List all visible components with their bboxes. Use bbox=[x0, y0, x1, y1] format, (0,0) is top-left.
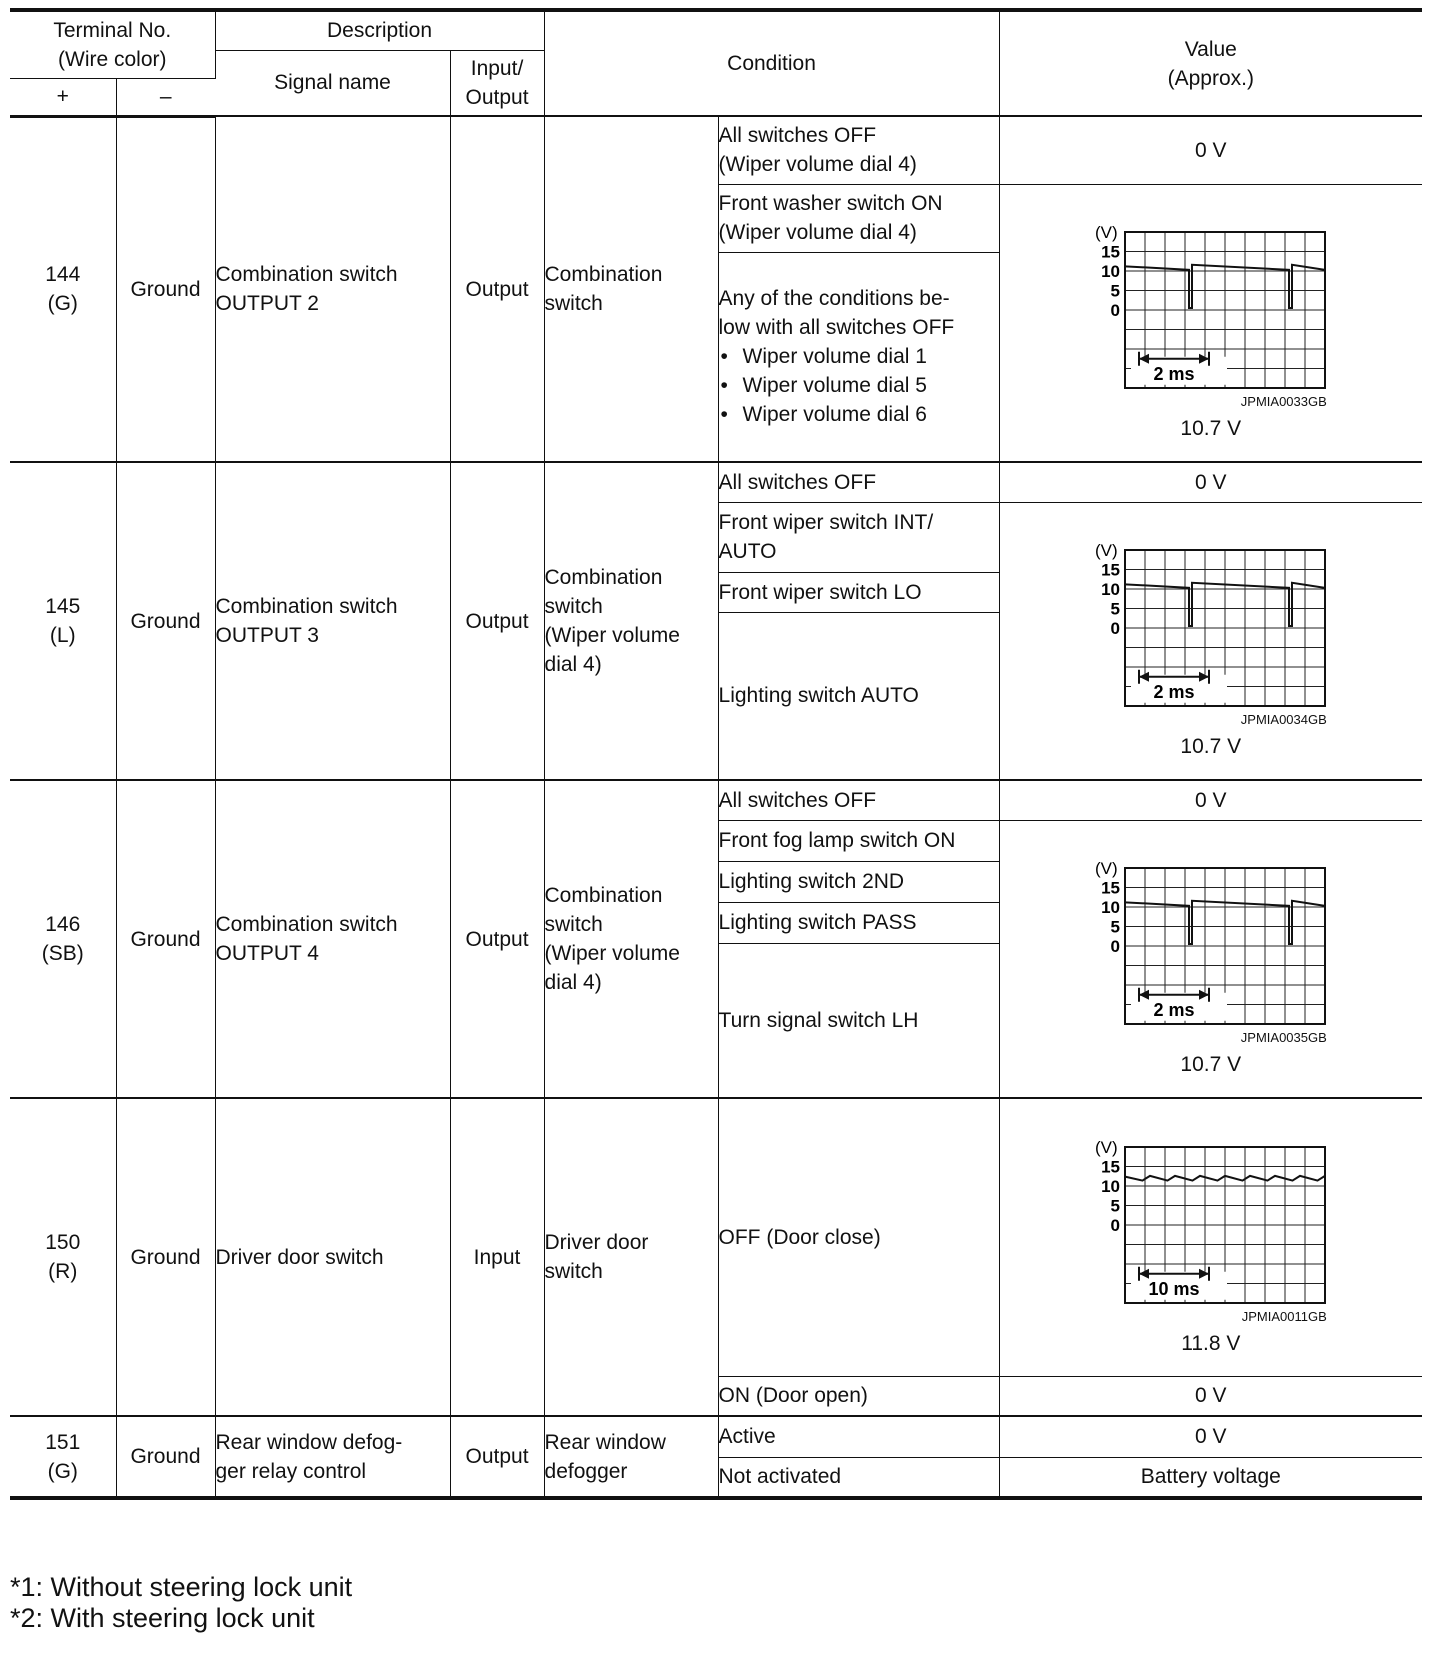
waveform-value-cell bbox=[999, 502, 1422, 780]
waveform-value-cell bbox=[999, 1098, 1422, 1376]
header-io-line2: Output bbox=[465, 85, 529, 109]
condition-cell: ON (Door open) bbox=[718, 1376, 999, 1416]
header-value bbox=[999, 10, 1422, 116]
condition-cell: Front wiper switch LO bbox=[718, 572, 999, 612]
axis-tick-label: 15 bbox=[1100, 560, 1120, 580]
signal-line: ger relay control bbox=[215, 1459, 367, 1483]
axis-tick-label: 15 bbox=[1100, 1157, 1120, 1177]
waveform-chart bbox=[1061, 520, 1361, 708]
signal-name-cell bbox=[215, 780, 450, 1098]
axis-tick-label: 10 bbox=[1100, 580, 1120, 600]
signal-name-cell bbox=[215, 1098, 450, 1416]
condition-bullet: • Wiper volume dial 1 bbox=[719, 342, 999, 371]
system-cell bbox=[544, 116, 718, 462]
terminal-spec-table bbox=[10, 8, 1422, 1500]
system-line: Combination bbox=[544, 884, 663, 907]
waveform-value-cell bbox=[999, 184, 1422, 462]
header-io bbox=[450, 50, 544, 116]
value-cell: 0 V bbox=[999, 780, 1422, 820]
terminal-number: 145 bbox=[45, 595, 81, 618]
signal-line: Driver door switch bbox=[215, 1245, 384, 1269]
terminal-144 bbox=[10, 116, 116, 462]
wire-color: (G) bbox=[47, 292, 78, 316]
terminal-number: 146 bbox=[45, 913, 81, 936]
condition-line: (Wiper volume dial 4) bbox=[718, 153, 917, 177]
axis-tick-label: 10 bbox=[1100, 898, 1120, 918]
axis-unit-label: (V) bbox=[1094, 859, 1118, 879]
value-cell: 0 V bbox=[999, 462, 1422, 502]
terminal-number: 150 bbox=[45, 1231, 81, 1254]
axis-tick-label: 0 bbox=[1110, 619, 1120, 639]
condition-line: All switches OFF bbox=[718, 124, 877, 148]
condition-cell: Active bbox=[718, 1416, 999, 1457]
system-line: switch bbox=[544, 595, 603, 618]
figure-code: JPMIA0035GB bbox=[1240, 1030, 1327, 1046]
io-cell: Output bbox=[450, 462, 544, 780]
header-value-line1: Value bbox=[1184, 37, 1237, 61]
value-cell: 0 V bbox=[999, 1376, 1422, 1416]
waveform-chart bbox=[1061, 202, 1361, 390]
wire-color: (L) bbox=[49, 624, 76, 647]
system-line: dial 4) bbox=[544, 971, 602, 994]
waveform-voltage: 11.8 V bbox=[1181, 1331, 1241, 1355]
condition-cell: Lighting switch AUTO bbox=[718, 612, 999, 780]
condition-cell bbox=[718, 252, 999, 462]
condition-line: AUTO bbox=[718, 540, 777, 563]
system-line: dial 4) bbox=[544, 653, 602, 676]
signal-line: Combination switch bbox=[215, 595, 398, 618]
waveform-chart bbox=[1061, 1117, 1361, 1305]
system-line: switch bbox=[544, 292, 603, 315]
axis-tick-label: 0 bbox=[1110, 937, 1120, 957]
time-scale-label: 2 ms bbox=[1153, 682, 1195, 702]
terminal-145 bbox=[10, 462, 116, 780]
system-line: Combination bbox=[544, 566, 663, 589]
condition-bullet: • Wiper volume dial 6 bbox=[719, 400, 999, 429]
terminal-150 bbox=[10, 1098, 116, 1416]
ground-cell: Ground bbox=[116, 1098, 215, 1416]
signal-line: Rear window defog- bbox=[215, 1430, 403, 1454]
waveform-voltage: 10.7 V bbox=[1180, 417, 1242, 441]
io-cell: Output bbox=[450, 780, 544, 1098]
terminal-number: 151 bbox=[45, 1430, 81, 1454]
time-scale-label: 10 ms bbox=[1148, 1278, 1200, 1299]
header-value-line2: (Approx.) bbox=[1167, 66, 1254, 90]
waveform-value-cell bbox=[999, 820, 1422, 1098]
terminal-number: 144 bbox=[45, 263, 81, 287]
signal-name-cell bbox=[215, 1416, 450, 1498]
waveform-chart bbox=[1061, 838, 1361, 1026]
figure-code: JPMIA0011GB bbox=[1241, 1308, 1327, 1324]
signal-name-cell bbox=[215, 116, 450, 462]
axis-tick-label: 10 bbox=[1100, 1176, 1120, 1196]
system-line: Driver door bbox=[544, 1231, 649, 1254]
footnote: *2: With steering lock unit bbox=[10, 1603, 315, 1633]
waveform-figure bbox=[1061, 520, 1361, 728]
waveform-figure bbox=[1061, 1117, 1361, 1325]
system-line: switch bbox=[544, 1260, 603, 1283]
axis-tick-label: 15 bbox=[1100, 242, 1120, 262]
axis-unit-label: (V) bbox=[1094, 541, 1118, 561]
waveform-figure bbox=[1061, 202, 1361, 410]
header-terminal bbox=[10, 10, 215, 78]
value-cell: Battery voltage bbox=[999, 1457, 1422, 1498]
ground-cell: Ground bbox=[116, 780, 215, 1098]
signal-name-cell bbox=[215, 462, 450, 780]
axis-tick-label: 10 bbox=[1100, 262, 1120, 282]
wire-color: (SB) bbox=[41, 942, 84, 965]
terminal-151 bbox=[10, 1416, 116, 1498]
waveform-voltage: 10.7 V bbox=[1180, 1053, 1242, 1077]
system-line: (Wiper volume bbox=[544, 942, 680, 965]
signal-line: Combination switch bbox=[215, 913, 398, 936]
value-cell: 0 V bbox=[999, 116, 1422, 184]
signal-line: OUTPUT 2 bbox=[215, 292, 319, 315]
io-cell: Input bbox=[450, 1098, 544, 1416]
header-io-line1: Input/ bbox=[470, 56, 524, 80]
condition-cell bbox=[718, 116, 999, 184]
system-line: Combination bbox=[544, 263, 663, 286]
condition-line: Front washer switch ON bbox=[718, 192, 943, 215]
footnotes bbox=[10, 1572, 352, 1634]
axis-tick-label: 0 bbox=[1110, 301, 1120, 321]
condition-cell: Turn signal switch LH bbox=[718, 943, 999, 1098]
axis-tick-label: 15 bbox=[1100, 878, 1120, 898]
condition-bullet: • Wiper volume dial 5 bbox=[719, 371, 999, 400]
header-condition: Condition bbox=[544, 10, 999, 116]
system-cell bbox=[544, 1098, 718, 1416]
header-plus: + bbox=[10, 78, 116, 116]
axis-unit-label: (V) bbox=[1094, 1137, 1118, 1157]
condition-cell: Lighting switch PASS bbox=[718, 902, 999, 943]
axis-unit-label: (V) bbox=[1094, 223, 1118, 243]
axis-tick-label: 0 bbox=[1110, 1215, 1120, 1235]
condition-cell bbox=[718, 502, 999, 572]
axis-tick-label: 5 bbox=[1110, 599, 1120, 619]
condition-cell bbox=[718, 184, 999, 252]
header-minus: – bbox=[116, 78, 215, 116]
system-line: (Wiper volume bbox=[544, 624, 680, 647]
system-cell bbox=[544, 462, 718, 780]
signal-line: OUTPUT 3 bbox=[215, 624, 319, 647]
footnote: *1: Without steering lock unit bbox=[10, 1572, 353, 1602]
io-cell: Output bbox=[450, 116, 544, 462]
ground-cell: Ground bbox=[116, 1416, 215, 1498]
axis-tick-label: 5 bbox=[1110, 1196, 1120, 1216]
system-line: switch bbox=[544, 913, 603, 936]
axis-tick-label: 5 bbox=[1110, 281, 1120, 301]
condition-cell: Front fog lamp switch ON bbox=[718, 820, 999, 861]
condition-line: (Wiper volume dial 4) bbox=[718, 221, 917, 244]
waveform-figure bbox=[1061, 838, 1361, 1046]
condition-cell: Lighting switch 2ND bbox=[718, 861, 999, 902]
header-terminal-line2: (Wire color) bbox=[58, 47, 167, 71]
condition-cell: All switches OFF bbox=[718, 780, 999, 820]
header-terminal-line1: Terminal No. bbox=[53, 18, 172, 42]
condition-line: Front wiper switch INT/ bbox=[718, 511, 934, 534]
ground-cell: Ground bbox=[116, 116, 215, 462]
condition-cell: OFF (Door close) bbox=[718, 1098, 999, 1376]
header-signal-name: Signal name bbox=[215, 50, 450, 116]
figure-code: JPMIA0033GB bbox=[1240, 394, 1327, 410]
header-description: Description bbox=[215, 10, 544, 50]
terminal-146 bbox=[10, 780, 116, 1098]
system-line: defogger bbox=[544, 1459, 628, 1483]
signal-line: OUTPUT 4 bbox=[215, 942, 319, 965]
system-line: Rear window bbox=[544, 1430, 666, 1454]
figure-code: JPMIA0034GB bbox=[1240, 712, 1327, 728]
condition-line: low with all switches OFF bbox=[718, 316, 955, 340]
condition-cell: All switches OFF bbox=[718, 462, 999, 502]
time-scale-label: 2 ms bbox=[1153, 364, 1195, 384]
waveform-voltage: 10.7 V bbox=[1180, 735, 1242, 759]
wire-color: (R) bbox=[48, 1260, 78, 1283]
ground-cell: Ground bbox=[116, 462, 215, 780]
wire-color: (G) bbox=[47, 1459, 78, 1483]
axis-tick-label: 5 bbox=[1110, 917, 1120, 937]
condition-line: Any of the conditions be- bbox=[718, 287, 950, 311]
system-cell bbox=[544, 780, 718, 1098]
value-cell: 0 V bbox=[999, 1416, 1422, 1457]
signal-line: Combination switch bbox=[215, 263, 398, 286]
condition-cell: Not activated bbox=[718, 1457, 999, 1498]
time-scale-label: 2 ms bbox=[1153, 1000, 1195, 1020]
system-cell bbox=[544, 1416, 718, 1498]
io-cell: Output bbox=[450, 1416, 544, 1498]
